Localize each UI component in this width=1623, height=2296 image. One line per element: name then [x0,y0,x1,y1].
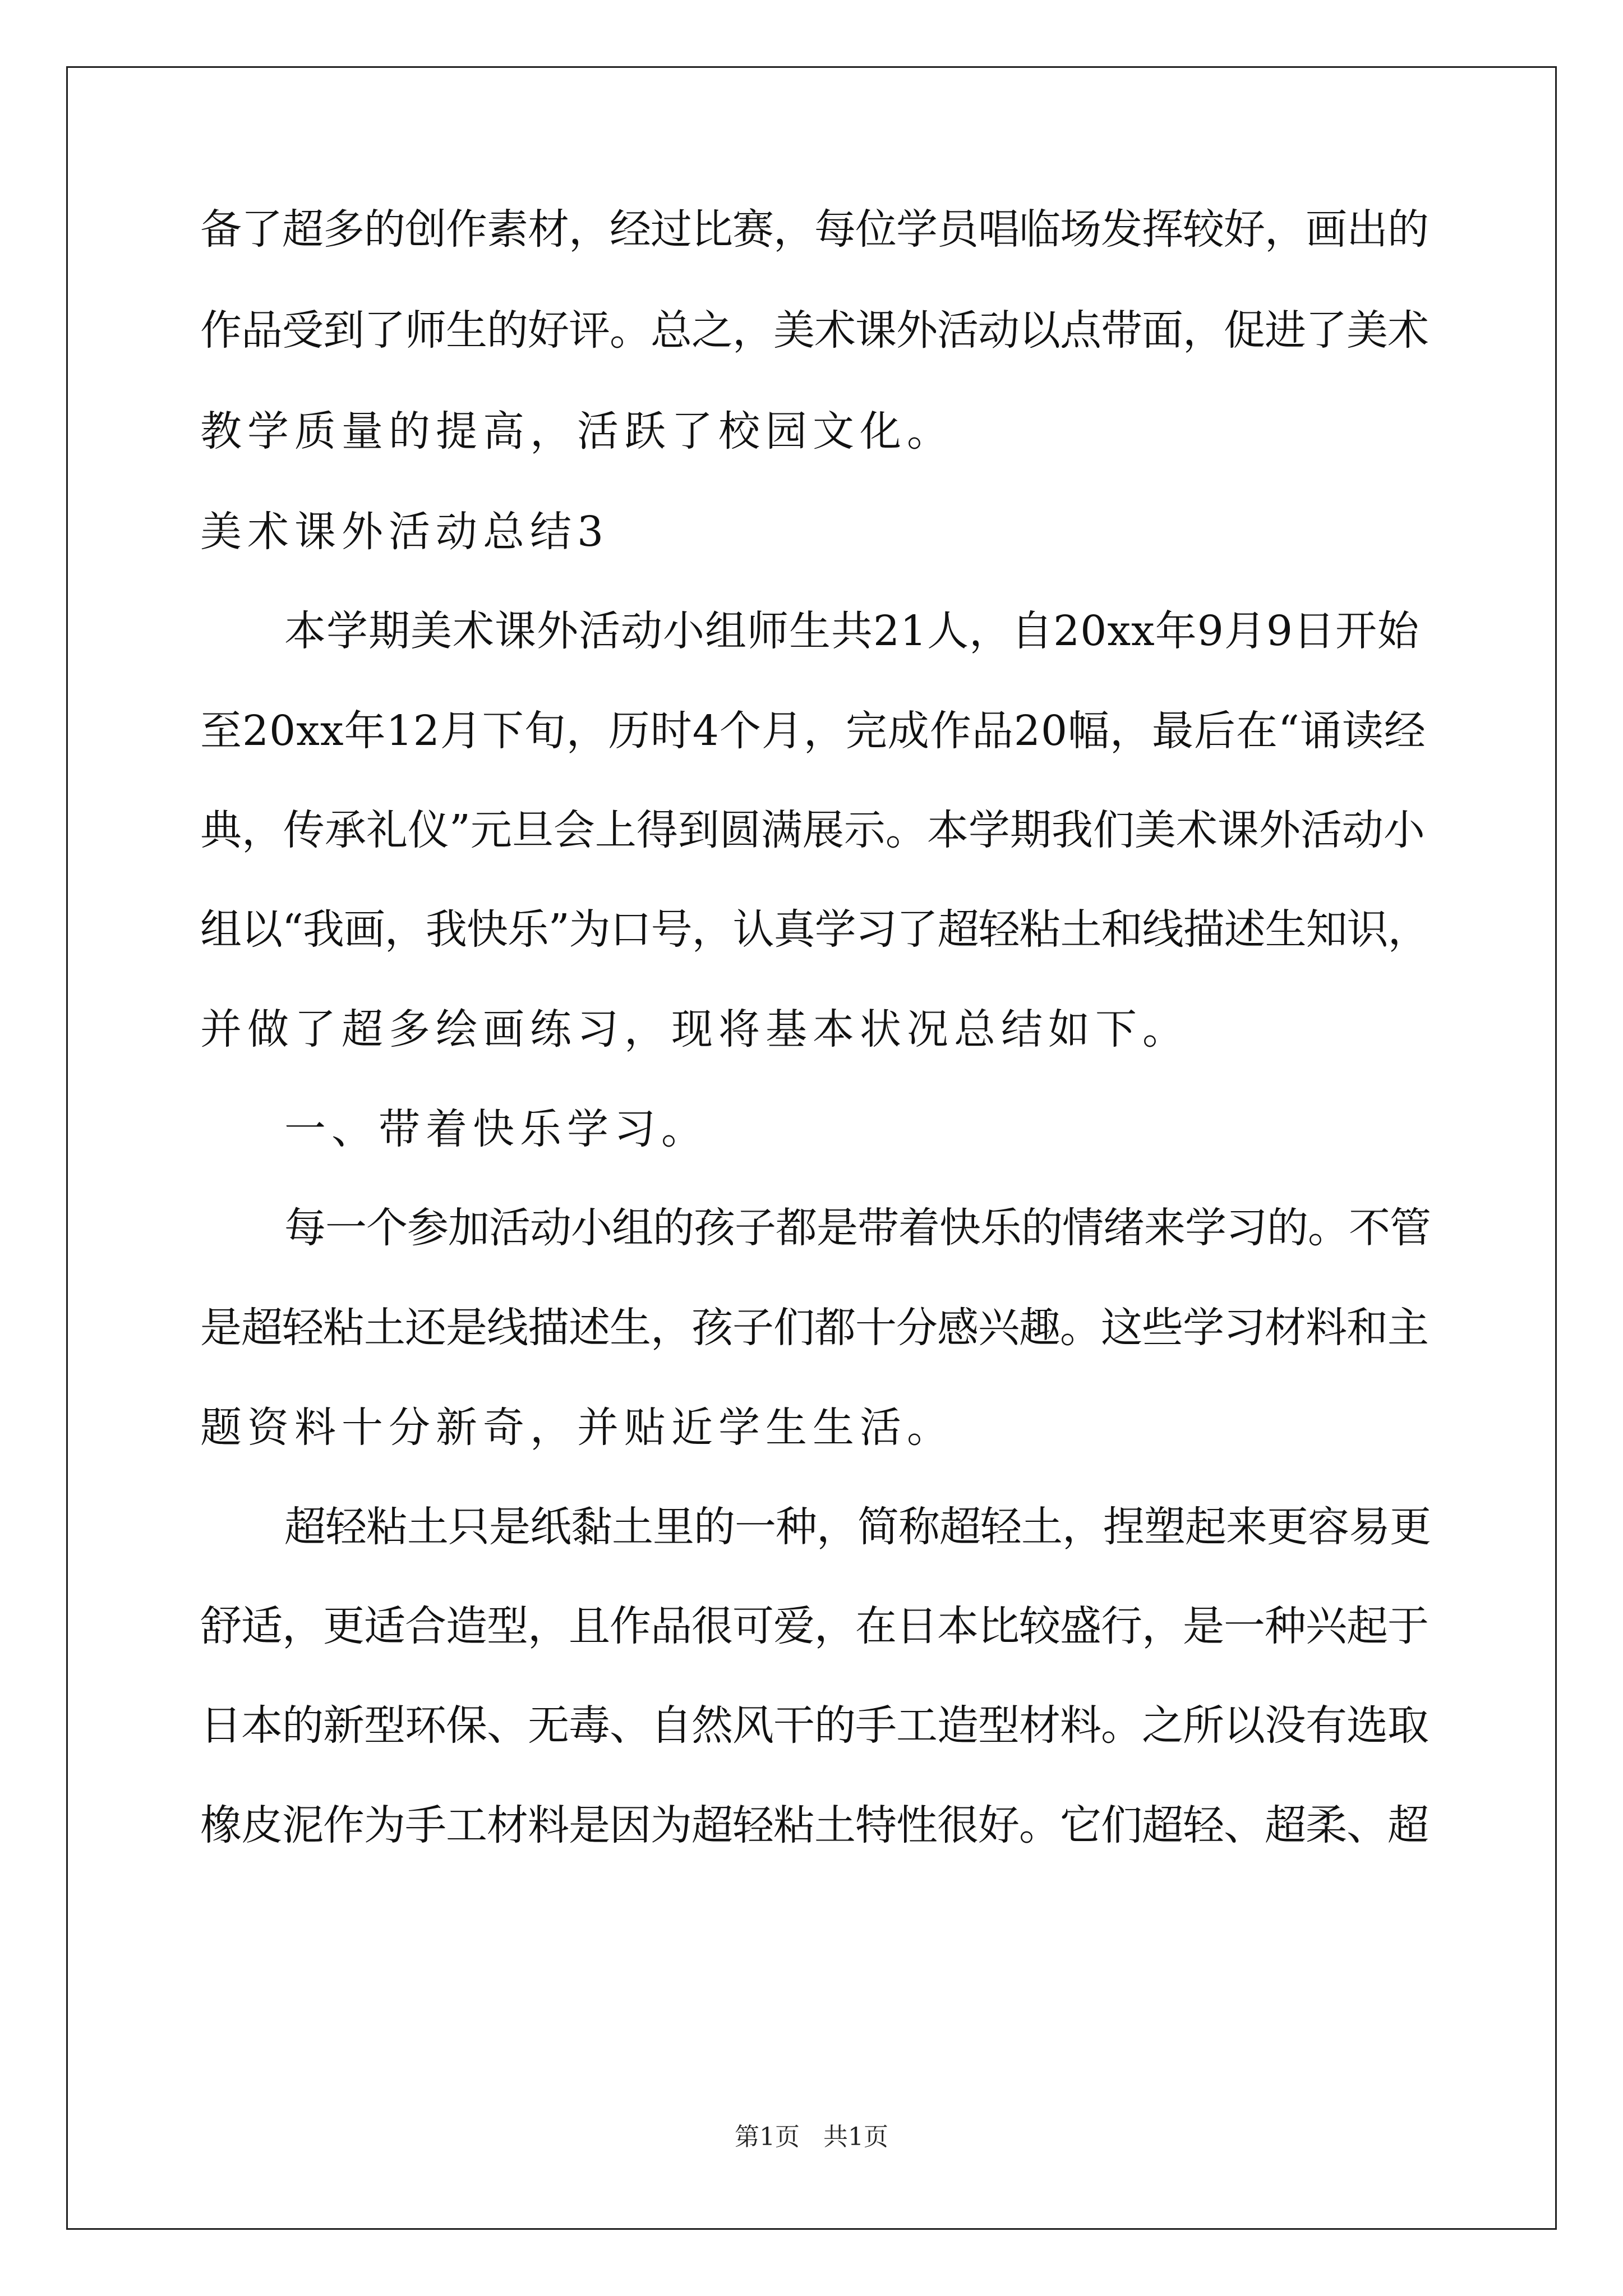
text-line: 舒适，更适合造型，且作品很可爱，在日本比较盛行，是一种兴起于 [200,1602,1428,1650]
text-line: 作品受到了师生的好评。总之，美术课外活动以点带面，促进了美术 [200,306,1428,355]
text-line: 至20xx年12月下旬，历时4个月，完成作品20幅，最后在“诵读经 [200,707,1426,755]
page-footer: 第1页 共1页 [735,2123,888,2151]
text-line: 题资料十分新奇，并贴近学生生活。 [200,1404,954,1452]
text-line: 本学期美术课外活动小组师生共21人，自20xx年9月9日开始 [284,607,1419,655]
text-line: 每一个参加活动小组的孩子都是带着快乐的情绪来学习的。不管 [284,1204,1431,1252]
text-line: 橡皮泥作为手工材料是因为超轻粘土特性很好。它们超轻、超柔、超 [200,1801,1428,1849]
text-line: 典，传承礼仪”元旦会上得到圆满展示。本学期我们美术课外活动小 [200,806,1425,854]
text-line: 备了超多的创作素材，经过比赛，每位学员唱临场发挥较好，画出的 [200,205,1428,254]
section-heading: 美术课外活动总结3 [200,508,610,556]
text-line: 是超轻粘土还是线描述生，孩子们都十分感兴趣。这些学习材料和主 [200,1304,1428,1352]
text-line: 超轻粘土只是纸黏土里的一种，简称超轻土，捏塑起来更容易更 [284,1503,1431,1551]
text-line: 日本的新型环保、无毒、自然风干的手工造型材料。之所以没有选取 [200,1701,1428,1750]
text-line: 组以“我画，我快乐”为口号，认真学习了超轻粘土和线描述生知识， [200,905,1429,954]
text-line: 并做了超多绘画练习，现将基本状况总结如下。 [200,1005,1189,1053]
subheading: 一、带着快乐学习。 [284,1105,708,1153]
text-line: 教学质量的提高，活跃了校园文化。 [200,407,954,455]
